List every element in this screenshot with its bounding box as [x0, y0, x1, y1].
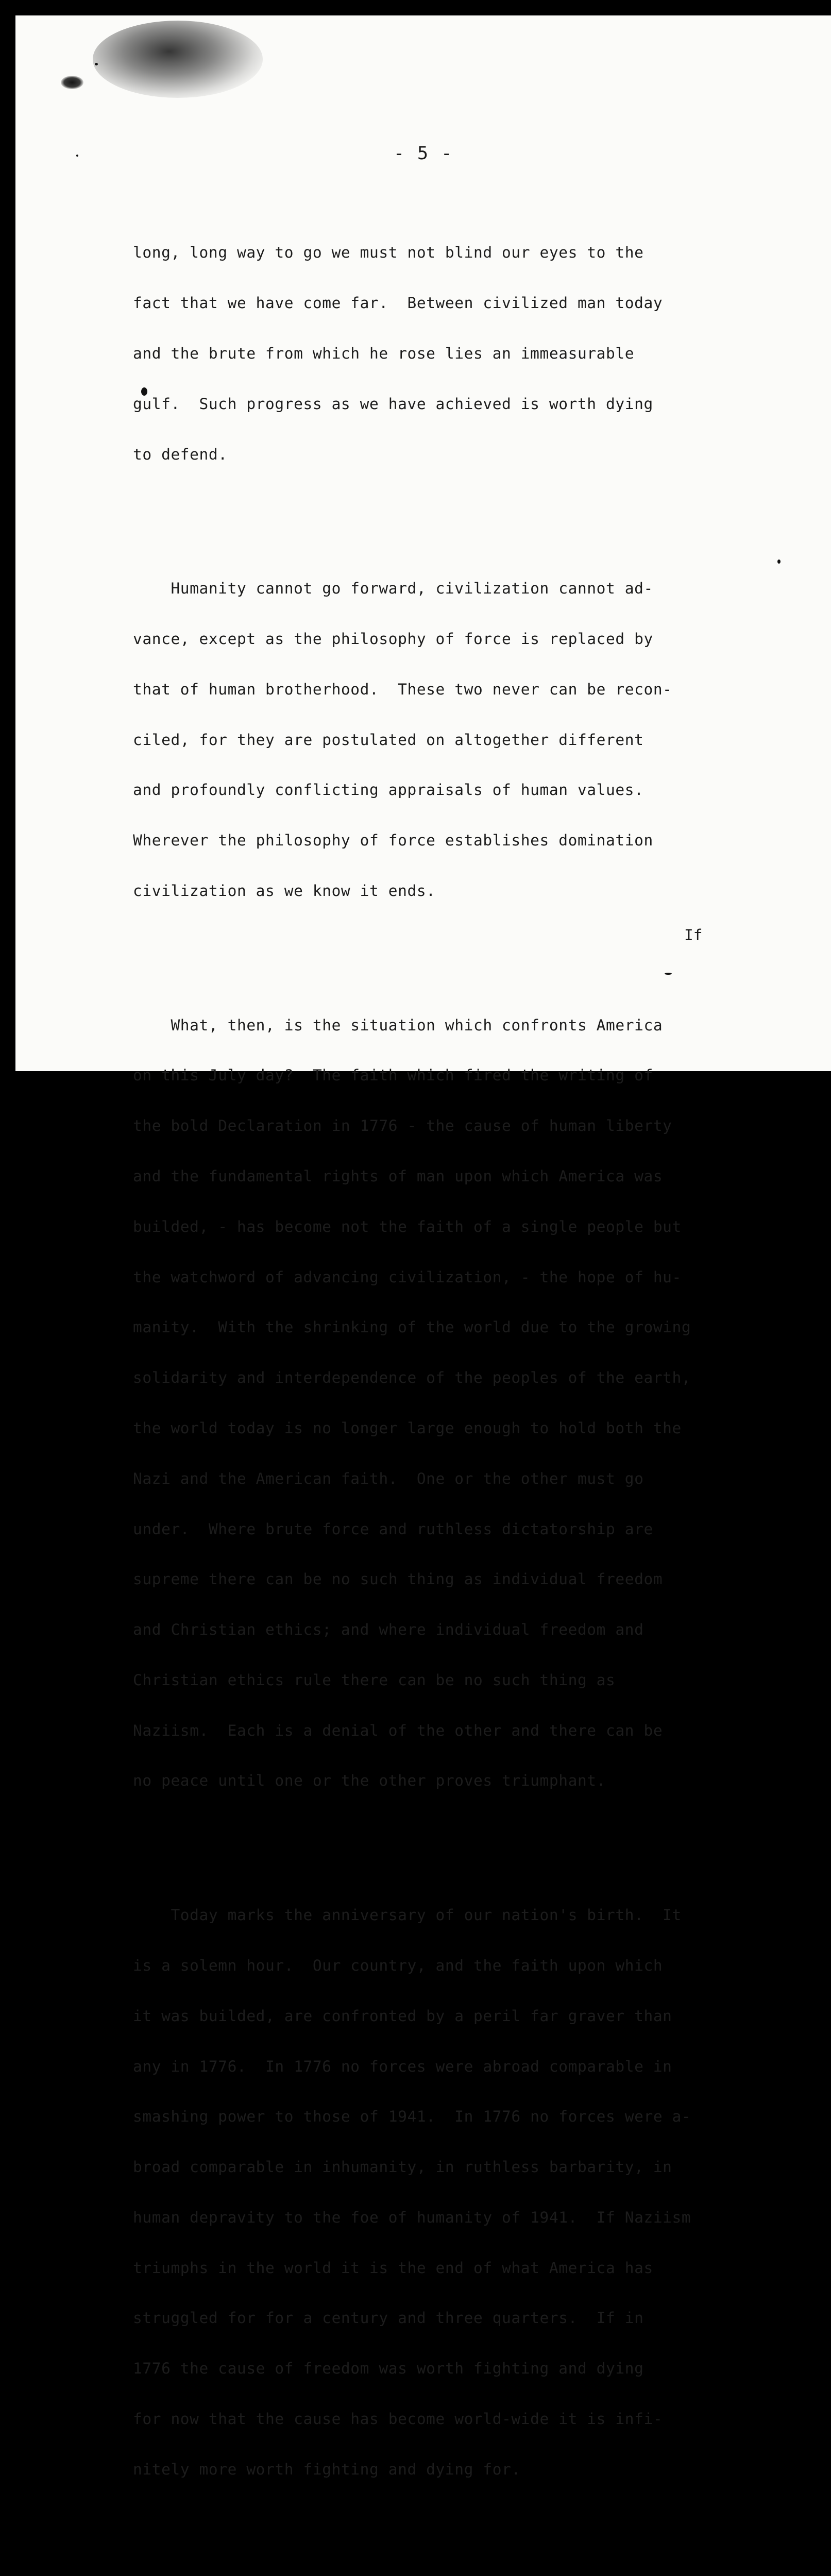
text-line: gulf. Such progress as we have achieved is worth dying: [133, 395, 653, 413]
ink-smudge: [93, 21, 263, 98]
text-line: the bold Declaration in 1776 - the cause of human liberty: [133, 1117, 672, 1135]
text-line: long, long way to go we must not blind our eyes to the: [133, 244, 644, 262]
text-line: under. Where brute force and ruthless dictatorship are: [133, 1520, 653, 1538]
ink-blot: [61, 76, 83, 89]
document-page: [15, 15, 831, 2478]
text-line: Humanity cannot go forward, civilization cannot ad-: [133, 580, 653, 598]
text-line: on this July day? The faith which fired the writing of: [133, 1066, 653, 1084]
text-line: to defend.: [133, 445, 228, 463]
text-line: any in 1776. In 1776 no forces were abroad comparable in: [133, 2057, 672, 2075]
text-line: the world today is no longer large enough to hold both the: [133, 1419, 682, 1437]
text-line: the watchword of advancing civilization, - the hope of hu-: [133, 1268, 682, 1286]
text-line: broad comparable in inhumanity, in ruthless barbarity, in: [133, 2158, 672, 2176]
text-line: no peace until one or the other proves triumphant.: [133, 1772, 606, 1790]
text-line: What, then, is the situation which confronts America: [133, 1016, 663, 1034]
text-line: manity. With the shrinking of the world due to the growing: [133, 1318, 691, 1336]
paragraph-5: [133, 2562, 767, 2576]
ink-speck: [95, 63, 98, 65]
text-line: and Christian ethics; and where individual freedom and: [133, 1621, 644, 1639]
text-line: and the brute from which he rose lies an immeasurable: [133, 344, 635, 362]
text-line: vance, except as the philosophy of force is replaced by: [133, 630, 653, 648]
paragraph-4: [133, 1873, 767, 2512]
text-line: smashing power to those of 1941. In 1776 no forces were a-: [133, 2108, 691, 2126]
paragraph-1: [133, 211, 767, 496]
paragraph-3: [133, 984, 767, 1823]
text-line: fact that we have come far. Between civilized man today: [133, 294, 663, 312]
text-line: human depravity to the foe of humanity of 1941. If Naziism: [133, 2208, 691, 2226]
ink-speck: [777, 560, 781, 564]
text-line: 1776 the cause of freedom was worth fighting and dying: [133, 2360, 644, 2378]
text-line: ciled, for they are postulated on altogether different: [133, 731, 644, 749]
text-line: and the fundamental rights of man upon which America was: [133, 1167, 663, 1185]
text-line: solidarity and interdependence of the peoples of the earth,: [133, 1369, 691, 1387]
text-line: struggled for for a century and three quarters. If in: [133, 2309, 644, 2327]
text-line: and profoundly conflicting appraisals of human values.: [133, 781, 644, 799]
text-line: builded, - has become not the faith of a single people but: [133, 1217, 682, 1235]
text-line: Christian ethics rule there can be no such thing as: [133, 1671, 616, 1689]
text-line: triumphs in the world it is the end of what America has: [133, 2259, 653, 2277]
page-number: - 5 -: [393, 143, 453, 164]
text-line: Naziism. Each is a denial of the other and there can be: [133, 1721, 663, 1739]
text-line: supreme there can be no such thing as individual freedom: [133, 1570, 663, 1588]
text-line: Wherever the philosophy of force establishes domination: [133, 832, 653, 850]
text-line: is a solemn hour. Our country, and the faith upon which: [133, 1956, 663, 1974]
text-line: Today marks the anniversary of our nation's birth. It: [133, 1906, 682, 1924]
text-line: for now that the cause has become world-wide it is infi-: [133, 2410, 663, 2428]
text-line: nitely more worth fighting and dying for.: [133, 2460, 521, 2478]
paragraph-2: [133, 547, 767, 933]
text-line: it was builded, are confronted by a peril far graver than: [133, 2007, 672, 2025]
text-line: Nazi and the American faith. One or the other must go: [133, 1469, 644, 1487]
body-text: [133, 177, 767, 2576]
text-line: that of human brotherhood. These two never can be recon-: [133, 680, 672, 698]
text-line: civilization as we know it ends.: [133, 882, 436, 900]
continuation-word: If: [684, 926, 703, 944]
